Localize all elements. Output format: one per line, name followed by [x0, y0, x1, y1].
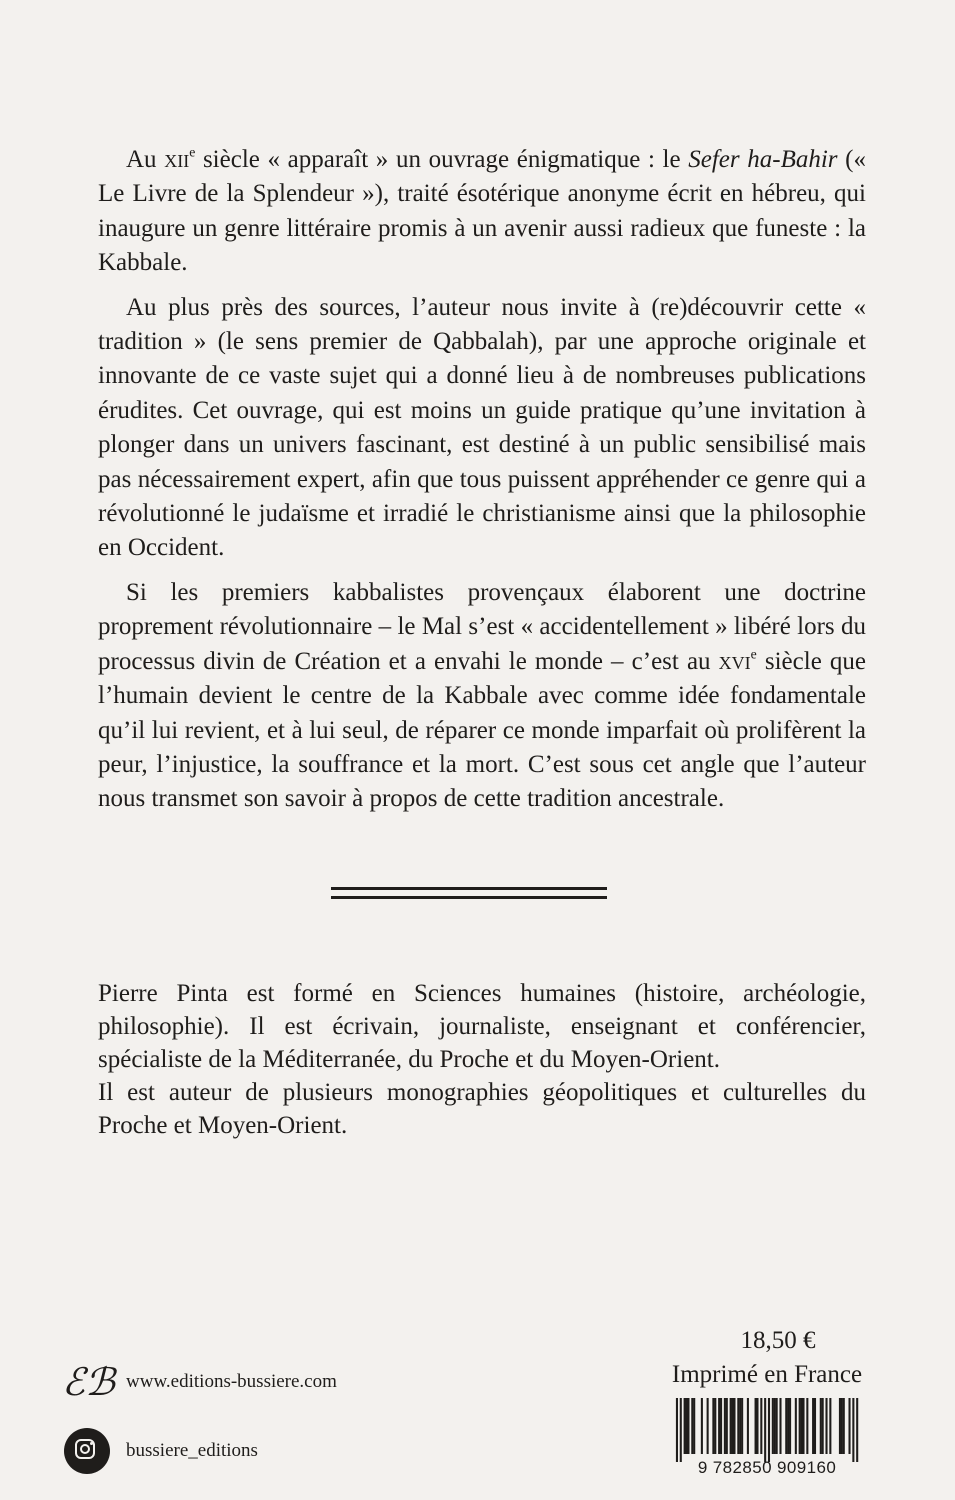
barcode-bar — [733, 1398, 735, 1454]
barcode-bar — [852, 1398, 854, 1462]
blurb-paragraph-3: Si les premiers kabbalistes provençaux élaborent une doctrine proprement révolutionnaire – le Mal s’est « accidentellement » libéré lors du processus divin de Création et a envahi le monde – c’est au xvi$^e$ siècle que l’humain devient le centre de la Kabbale avec comme idée fondamentale qu’il lui revient, et à lui seul, de réparer ce monde imparfait où prolifèrent la peur, l’injustice, la souffrance et la mort. C’est sous cet angle que l’auteur nous transmet son savoir à propos de cette tradition ancestrale. — [98, 578, 866, 813]
barcode-bar — [687, 1398, 689, 1454]
barcode-bar — [825, 1398, 827, 1454]
barcode-bar — [691, 1398, 693, 1454]
barcode-bar — [755, 1398, 757, 1454]
barcode-bar — [724, 1398, 726, 1454]
instagram-icon — [64, 1428, 110, 1474]
barcode-bar — [680, 1398, 682, 1462]
isbn-barcode — [674, 1398, 860, 1462]
eb-monogram-icon: ℰℬ — [62, 1360, 115, 1404]
barcode-bar — [848, 1398, 850, 1454]
barcode-bar — [707, 1398, 709, 1454]
barcode-bar — [764, 1398, 766, 1462]
barcode-bar — [732, 1398, 734, 1454]
instagram-row — [62, 1428, 337, 1474]
barcode-bar — [856, 1398, 858, 1462]
printed-in-label: Imprimé en France — [671, 1361, 863, 1388]
barcode-bar — [684, 1398, 686, 1454]
barcode-bar — [693, 1398, 695, 1454]
barcode-bar — [843, 1398, 845, 1454]
isbn-digits: 9 782850 909160 — [697, 1458, 837, 1477]
barcode-bar — [822, 1398, 824, 1454]
website-link[interactable]: www.editions-bussiere.com — [126, 1371, 337, 1392]
barcode-bar — [795, 1398, 797, 1454]
barcode-bar — [841, 1398, 843, 1454]
author-bio-paragraph-1: Pierre Pinta est formé en Sciences humaines (histoire, archéologie, philosophie). Il est écrivain, journaliste, enseignant et conférencier, spécialiste de la Méditerranée, du Proche et du Moyen-Orient. — [98, 980, 866, 1073]
barcode-bar — [799, 1398, 801, 1454]
barcode-bar — [741, 1398, 743, 1454]
barcode-bar — [789, 1398, 791, 1454]
price-and-barcode — [640, 1326, 894, 1478]
back-cover-blurb — [98, 143, 866, 817]
barcode-bar — [829, 1398, 831, 1454]
barcode-bar — [772, 1398, 774, 1454]
blurb-paragraph-2: Au plus près des sources, l’auteur nous invite à (re)découvrir cette « tradition » (le sens premier de Qabbalah), par une approche originale et innovante de ce vaste sujet qui a donné lieu à de nombreuses publications érudites. Cet ouvrage, qui est moins un guide pratique qu’une invitation à plonger dans un univers fascinant, est destiné à un public sensibilisé mais pas nécessairement expert, afin que tous puissent appréhender ce genre qui a révolutionné le judaïsme et irradié le christianisme ainsi que la philosophie en Occident. — [98, 293, 866, 562]
website-row — [62, 1358, 337, 1406]
barcode-bar — [785, 1398, 787, 1454]
barcode-bar — [806, 1398, 808, 1454]
barcode-bar — [802, 1398, 804, 1454]
barcode-bar — [737, 1398, 739, 1454]
barcode-bar — [686, 1398, 688, 1454]
barcode-bar — [760, 1398, 762, 1454]
barcode-bar — [718, 1398, 720, 1454]
barcode-bar — [776, 1398, 778, 1454]
author-bio-paragraph-2: Il est auteur de plusieurs monographies géopolitiques et culturelles du Proche et Moyen-Orient. — [98, 1079, 866, 1139]
barcode-bar — [801, 1398, 803, 1454]
barcode-bar — [747, 1398, 749, 1454]
author-bio — [98, 977, 866, 1142]
publisher-contacts — [62, 1358, 337, 1496]
barcode-bar — [774, 1398, 776, 1454]
instagram-handle[interactable]: bussiere_editions — [126, 1440, 258, 1461]
barcode-bar — [676, 1398, 678, 1462]
barcode-bar — [756, 1398, 758, 1454]
barcode-bar — [701, 1398, 703, 1454]
double-rule-divider — [331, 887, 607, 899]
blurb-paragraph-1: Au xii$^e$ siècle « apparaît » un ouvrage énigmatique : le Sefer ha-Bahir (« Le Livre de la Splendeur »), traité ésotérique anonyme écrit en hébreu, qui inaugure un genre littéraire promis à un avenir aussi radieux que funeste : la Kabbale. — [98, 144, 866, 277]
barcode-bar — [768, 1398, 770, 1462]
barcode-bar — [814, 1398, 816, 1454]
barcode-bar — [712, 1398, 714, 1454]
barcode-bar — [714, 1398, 716, 1454]
barcode-bar — [787, 1398, 789, 1454]
barcode-bar — [820, 1398, 822, 1454]
barcode-bar — [720, 1398, 722, 1454]
barcode-bar — [812, 1398, 814, 1454]
book-title-italic: Sefer ha-Bahir — [688, 146, 838, 173]
barcode-bar — [779, 1398, 781, 1454]
barcode-bar — [839, 1398, 841, 1454]
price-label: 18,50 € — [740, 1327, 816, 1354]
barcode-bar — [739, 1398, 741, 1454]
barcode-bar — [730, 1398, 732, 1454]
barcode-bar — [726, 1398, 728, 1454]
